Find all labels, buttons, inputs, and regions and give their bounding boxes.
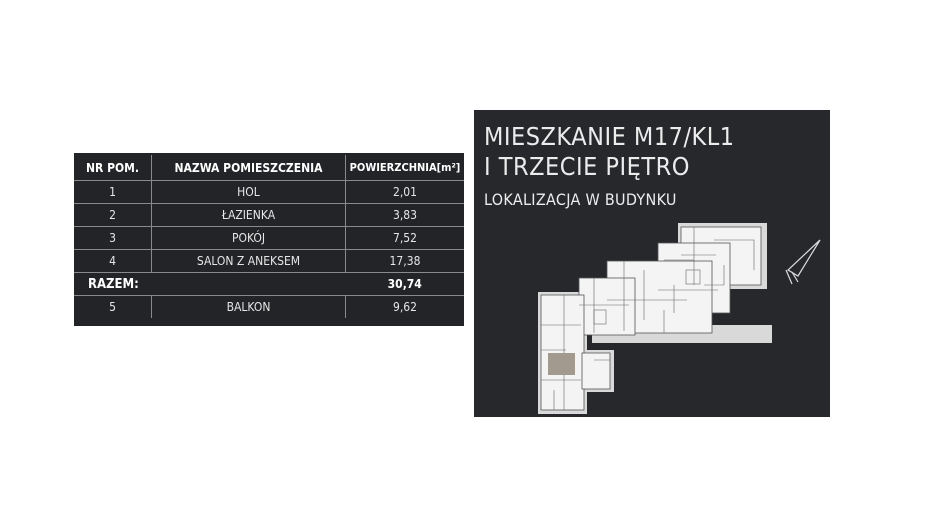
cell-area: 7,52 bbox=[346, 227, 465, 250]
title-apartment: MIESZKANIE M17/KL1 bbox=[484, 122, 735, 151]
table-header bbox=[74, 155, 464, 181]
header-name: NAZWA POMIESZCZENIA bbox=[152, 155, 346, 181]
cell-nr: 4 bbox=[74, 250, 152, 273]
header-area: POWIERZCHNIA[m²] bbox=[346, 155, 465, 181]
location-panel bbox=[474, 110, 830, 417]
cell-name: BALKON bbox=[152, 296, 346, 319]
table-row bbox=[74, 227, 464, 250]
table-row bbox=[74, 181, 464, 204]
table-row bbox=[74, 250, 464, 273]
header-nr: NR POM. bbox=[74, 155, 152, 181]
cell-name: ŁAZIENKA bbox=[152, 204, 346, 227]
panel-subtitle: LOKALIZACJA W BUDYNKU bbox=[484, 190, 677, 209]
total-label: RAZEM: bbox=[74, 273, 346, 296]
cell-nr: 3 bbox=[74, 227, 152, 250]
cell-area: 2,01 bbox=[346, 181, 465, 204]
cell-nr: 1 bbox=[74, 181, 152, 204]
cell-name: HOL bbox=[152, 181, 346, 204]
highlighted-unit bbox=[548, 353, 575, 375]
floor-plan bbox=[474, 110, 830, 417]
cell-name: POKÓJ bbox=[152, 227, 346, 250]
cell-name: SALON Z ANEKSEM bbox=[152, 250, 346, 273]
total-row bbox=[74, 273, 464, 296]
cell-area: 3,83 bbox=[346, 204, 465, 227]
cell-nr: 2 bbox=[74, 204, 152, 227]
apartment-highlight bbox=[548, 353, 575, 375]
cell-area: 17,38 bbox=[346, 250, 465, 273]
cell-nr: 5 bbox=[74, 296, 152, 319]
title-floor: I TRZECIE PIĘTRO bbox=[484, 152, 690, 181]
building-blocks bbox=[541, 227, 761, 410]
total-value: 30,74 bbox=[346, 273, 465, 296]
cell-area: 9,62 bbox=[392, 300, 418, 314]
table-row bbox=[74, 204, 464, 227]
north-arrow-icon bbox=[786, 240, 820, 284]
table-row bbox=[74, 296, 464, 319]
room-area-table bbox=[74, 153, 464, 326]
